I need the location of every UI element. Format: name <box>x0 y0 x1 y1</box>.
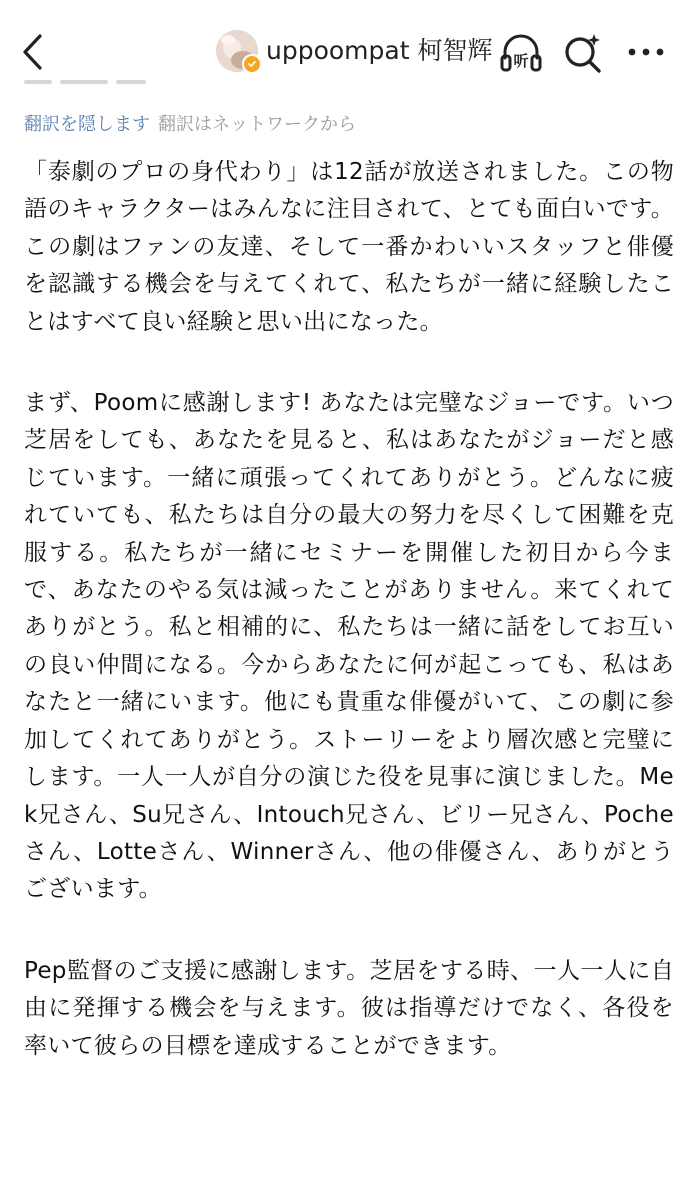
post-body <box>24 154 674 1109</box>
hide-translation-link[interactable]: 翻訳を隠します <box>24 114 150 135</box>
more-button[interactable] <box>624 38 668 66</box>
author-username[interactable]: uppoompat 柯智辉 <box>266 36 493 65</box>
post-paragraph: まず、Poomに感謝します! あなたは完璧なジョーです。いつ芝居をしても、あなたを見ると、私はあなたがジョーだと感じています。一緒に頑張ってくれてありがとう。どんなに疲れていても、私たちは自分の最大の努力を尽くして困難を克服する。私たちが一緒にセミナーを開催した初日から今まで、あなたのやる気は減ったことがありません。来てくれてありがとう。私と相補的に、私たちは一緒に話をしてお互いの良い仲間になる。今からあなたに何が起こっても、私はあなたと一緒にいます。他にも貴重な俳優がいて、この劇に参加してくれてありがとう。ストーリーをより層次感と完璧にします。一人一人が自分の演じた役を見事に演じました。Mek兄さん、Su兄さん、Intouch兄さん、ビリー兄さん、Pocheさん、Lotteさん、Winnerさん、他の俳優さん、ありがとうございます。 <box>24 390 674 903</box>
search-button[interactable] <box>562 30 604 76</box>
search-sparkle-icon <box>562 30 604 76</box>
back-button[interactable] <box>12 26 52 78</box>
avatar[interactable] <box>216 30 258 72</box>
translation-bar <box>24 112 356 138</box>
listen-button[interactable] <box>498 30 544 76</box>
post-paragraph: 「泰劇のプロの身代わり」は12話が放送されました。この物語のキャラクターはみんなに注目されて、とても面白いです。この劇はファンの友達、そして一番かわいいスタッフと俳優を認識する機会を与えてくれて、私たちが一緒に経験したことはすべて良い経験と思い出になった。 <box>24 159 674 335</box>
post-paragraph: Pep監督のご支援に感謝します。芝居をする時、一人一人に自由に発揮する機会を与えます。彼は指導だけでなく、各役を率いて彼らの目標を達成することができます。 <box>24 957 674 1059</box>
previous-text-fragment <box>24 78 164 86</box>
chevron-left-icon <box>20 32 44 72</box>
translation-source-label: 翻訳はネットワークから <box>158 114 356 135</box>
headphones-listen-icon <box>498 30 544 76</box>
top-nav-bar <box>0 0 689 92</box>
more-dots-icon <box>624 38 668 66</box>
svg-text:听: 听 <box>513 52 529 70</box>
verified-badge-icon <box>242 54 262 74</box>
